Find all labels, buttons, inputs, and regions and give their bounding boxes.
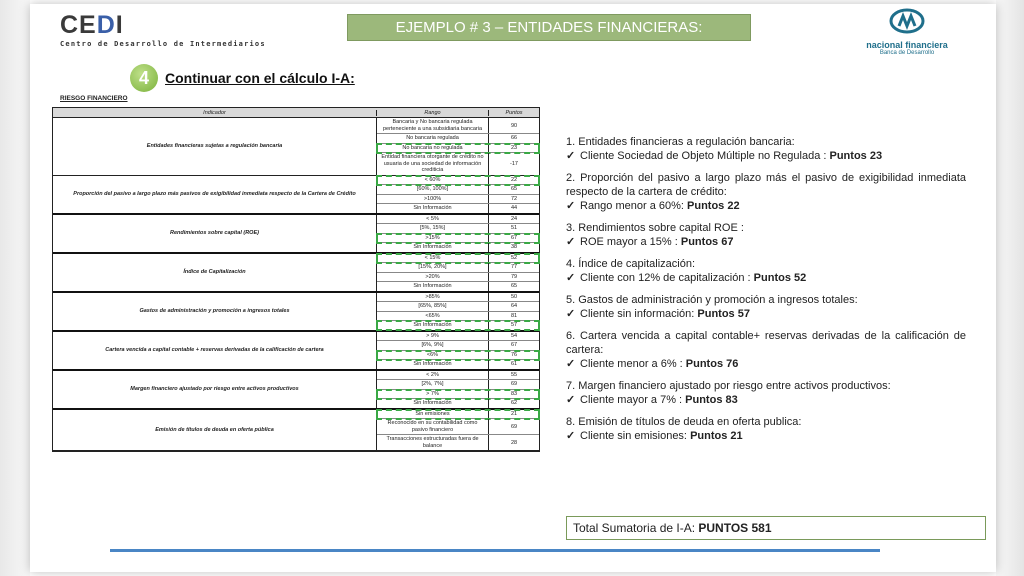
points-cell: 54 — [510, 332, 518, 339]
points-cell: 62 — [510, 400, 518, 407]
range-cell: > 7% — [377, 390, 489, 399]
table-row — [377, 263, 539, 273]
table-group — [53, 176, 539, 215]
table-row-selected — [377, 176, 539, 186]
note-check-item — [566, 271, 966, 285]
table-row-selected — [377, 410, 539, 420]
note-check-item — [566, 149, 966, 163]
table-group — [53, 254, 539, 293]
note-check-text: ROE mayor a 15% : — [580, 236, 681, 248]
slide-title: EJEMPLO # 3 – ENTIDADES FINANCIERAS: — [347, 14, 751, 41]
note-block — [566, 293, 966, 321]
range-cell: [60%, 100%] — [377, 185, 489, 194]
table-row — [377, 134, 539, 144]
note-check-text: Cliente con 12% de capitalización : — [580, 272, 754, 284]
table-group — [53, 371, 539, 410]
note-heading: 6. Cartera vencida a capital contable+ reservas derivadas de la calificación de cartera: — [566, 330, 966, 356]
indicator-cell: Gastos de administración y promoción a ingresos totales — [53, 293, 377, 330]
range-cell: [5%, 15%] — [377, 224, 489, 233]
note-check-points: Puntos 76 — [685, 358, 739, 370]
risk-table — [52, 107, 540, 452]
note-check-points: Puntos 83 — [685, 394, 738, 406]
points-cell: 28 — [510, 439, 518, 446]
points-cell: 51 — [510, 225, 518, 232]
footer-rule — [110, 549, 880, 552]
table-row — [377, 435, 539, 450]
points-cell: 55 — [510, 371, 518, 378]
note-check-item — [566, 393, 966, 407]
range-rows — [377, 118, 539, 175]
points-cell: 67 — [510, 234, 518, 241]
points-cell: 23 — [510, 144, 518, 151]
range-rows — [377, 215, 539, 252]
points-cell: 57 — [510, 322, 518, 329]
points-cell: 65 — [510, 186, 518, 193]
table-group — [53, 332, 539, 371]
points-cell: 38 — [510, 244, 518, 251]
note-heading: 2. Proporción del pasivo a largo plazo más el pasivo de exigibilidad inmediata respecto de la cartera de crédito: — [566, 172, 966, 198]
calculation-notes — [566, 135, 966, 451]
table-row — [377, 293, 539, 303]
table-row — [377, 341, 539, 351]
range-rows — [377, 410, 539, 451]
note-check-item — [566, 235, 966, 249]
note-check-text: Cliente sin emisiones: — [580, 430, 691, 442]
step-number-badge: 4 — [130, 64, 158, 92]
points-cell: 22 — [510, 176, 518, 183]
points-cell: 24 — [510, 215, 518, 222]
points-cell: 21 — [510, 410, 518, 417]
points-cell: 65 — [510, 283, 518, 290]
note-check-text: Cliente menor a 6% : — [580, 358, 686, 370]
indicator-cell: Entidades financieras sujetas a regulación bancaria — [53, 118, 377, 175]
range-cell: > 9% — [377, 332, 489, 341]
range-cell: Sin Información — [377, 399, 489, 408]
range-cell: >100% — [377, 195, 489, 204]
points-cell: 72 — [510, 195, 518, 202]
note-block — [566, 135, 966, 163]
table-group — [53, 293, 539, 332]
note-check-item — [566, 307, 966, 321]
indicator-cell: Emisión de títulos de deuda en oferta pública — [53, 410, 377, 451]
note-block — [566, 379, 966, 407]
table-row-selected — [377, 234, 539, 244]
points-cell: 64 — [510, 303, 518, 310]
range-rows — [377, 332, 539, 369]
note-heading: 1. Entidades financieras a regulación bancaria: — [566, 136, 795, 148]
note-check-text: Rango menor a 60%: — [580, 200, 688, 212]
nafin-logo — [852, 8, 962, 56]
points-cell: 67 — [510, 342, 518, 349]
note-heading: 7. Margen financiero ajustado por riesgo entre activos productivos: — [566, 380, 891, 392]
note-block — [566, 221, 966, 249]
range-cell: Sin Información — [377, 204, 489, 213]
table-group — [53, 410, 539, 452]
note-check-item — [566, 199, 966, 213]
points-cell: 66 — [510, 135, 518, 142]
points-cell: 61 — [510, 361, 518, 368]
table-row — [377, 419, 539, 435]
range-cell: Sin Información — [377, 243, 489, 252]
points-cell: 50 — [510, 293, 518, 300]
note-heading: 4. Índice de capitalización: — [566, 258, 696, 270]
note-check-item — [566, 357, 966, 371]
note-heading: 3. Rendimientos sobre capital ROE : — [566, 222, 744, 234]
slide-left-edge — [0, 0, 30, 576]
table-row — [377, 118, 539, 134]
note-block — [566, 329, 966, 371]
cedi-logo-subtitle: Centro de Desarrollo de Intermediarios — [60, 40, 266, 48]
indicator-cell: Índice de Capitalización — [53, 254, 377, 291]
note-check-points: Puntos 57 — [697, 308, 750, 320]
note-check-points: Puntos 67 — [680, 236, 734, 248]
range-cell: >20% — [377, 273, 489, 282]
note-check-points: Puntos 23 — [829, 150, 883, 162]
points-cell: 77 — [510, 264, 518, 271]
table-row-selected — [377, 390, 539, 400]
range-rows — [377, 293, 539, 330]
note-block — [566, 257, 966, 285]
points-cell: 90 — [510, 122, 518, 129]
indicator-cell: Rendimientos sobre capital (ROE) — [53, 215, 377, 252]
nafin-subtitle: Banca de Desarrollo — [879, 50, 935, 56]
points-cell: 52 — [510, 254, 518, 261]
table-header — [53, 108, 539, 118]
range-cell: [6%, 9%] — [377, 341, 489, 350]
points-cell: 76 — [510, 351, 518, 358]
note-check-points: Puntos 52 — [753, 272, 807, 284]
range-rows — [377, 371, 539, 408]
range-cell: <65% — [377, 312, 489, 321]
note-check-text: Cliente mayor a 7% : — [580, 394, 686, 406]
range-cell: >85% — [377, 293, 489, 302]
table-row — [377, 371, 539, 381]
range-cell: Reconocido en su contabilidad como pasivo financiero — [377, 419, 489, 434]
range-cell: < 5% — [377, 215, 489, 224]
note-heading: 8. Emisión de títulos de deuda en oferta publica: — [566, 416, 802, 428]
note-check-item — [566, 429, 966, 443]
note-check-text: Cliente sin información: — [580, 308, 698, 320]
table-row — [377, 153, 539, 175]
range-cell: Entidad financiera otorgante de crédito no usuaria de una sociedad de información crediticia — [377, 153, 489, 175]
points-cell: 44 — [510, 205, 518, 212]
note-check-text: Cliente Sociedad de Objeto Múltiple no Regulada : — [580, 150, 830, 162]
table-row — [377, 399, 539, 408]
range-cell: Sin Información — [377, 360, 489, 369]
table-row — [377, 215, 539, 225]
note-check-points: Puntos 22 — [687, 200, 740, 212]
range-cell: Transacciones estructuradas fuera de balance — [377, 435, 489, 450]
note-heading: 5. Gastos de administración y promoción a ingresos totales: — [566, 294, 858, 306]
table-row — [377, 224, 539, 234]
nafin-emblem-icon — [889, 8, 925, 34]
points-cell: 81 — [510, 312, 518, 319]
table-row — [377, 185, 539, 195]
note-block — [566, 171, 966, 213]
indicator-cell: Margen financiero ajustado por riesgo entre activos productivos — [53, 371, 377, 408]
table-row — [377, 332, 539, 342]
table-section-label: RIESGO FINANCIERO — [60, 95, 128, 102]
nafin-name: nacional financiera — [866, 40, 948, 50]
table-row-selected — [377, 254, 539, 264]
table-row — [377, 380, 539, 390]
indicator-cell: Proporción del pasivo a largo plazo más pasivos de exigibilidad inmediata respecto de la Cartera de Crédito — [53, 176, 377, 213]
range-cell: No bancaria no regulada — [377, 144, 489, 153]
range-cell: < 15% — [377, 254, 489, 263]
table-row-selected — [377, 144, 539, 154]
header-indicator: Indicador — [53, 110, 377, 116]
points-cell: 83 — [510, 390, 518, 397]
table-row-selected — [377, 351, 539, 361]
table-body — [53, 118, 539, 451]
indicator-cell: Cartera vencida a capital contable + reservas derivadas de la calificación de cartera — [53, 332, 377, 369]
cedi-logo: CEDI Centro de Desarrollo de Intermediarios — [60, 11, 266, 48]
table-row — [377, 302, 539, 312]
total-sum-box — [566, 516, 986, 540]
total-value: PUNTOS 581 — [698, 521, 772, 535]
note-check-points: Puntos 21 — [690, 430, 743, 442]
range-cell: No bancaria regulada — [377, 134, 489, 143]
range-cell: Bancaria y No bancaria regulada perteneciente a una subsidiaria bancaria — [377, 118, 489, 133]
range-cell: [65%, 85%] — [377, 302, 489, 311]
range-cell: Sin Información — [377, 282, 489, 291]
points-cell: 69 — [510, 423, 518, 430]
range-rows — [377, 254, 539, 291]
range-cell: [15%, 20%] — [377, 263, 489, 272]
note-block — [566, 415, 966, 443]
table-row — [377, 204, 539, 213]
range-cell: >15% — [377, 234, 489, 243]
table-row — [377, 312, 539, 322]
points-cell: -17 — [510, 160, 518, 167]
step-title: Continuar con el cálculo I-A: — [165, 70, 355, 86]
header-points: Puntos — [505, 109, 523, 116]
table-row — [377, 195, 539, 205]
range-cell: [2%, 7%] — [377, 380, 489, 389]
table-row-selected — [377, 321, 539, 330]
total-label: Total Sumatoria de I-A: — [573, 521, 699, 535]
range-rows — [377, 176, 539, 213]
table-row — [377, 273, 539, 283]
table-row — [377, 360, 539, 369]
table-group — [53, 118, 539, 176]
slide-right-edge — [996, 0, 1024, 576]
header-range: Rango — [377, 110, 489, 116]
points-cell: 69 — [510, 381, 518, 388]
table-row — [377, 282, 539, 291]
range-cell: Sin Información — [377, 321, 489, 330]
range-cell: < 2% — [377, 371, 489, 380]
range-cell: < 60% — [377, 176, 489, 185]
range-cell: Sin emisiones — [377, 410, 489, 419]
table-group — [53, 215, 539, 254]
table-row — [377, 243, 539, 252]
range-cell: <6% — [377, 351, 489, 360]
points-cell: 79 — [510, 273, 518, 280]
